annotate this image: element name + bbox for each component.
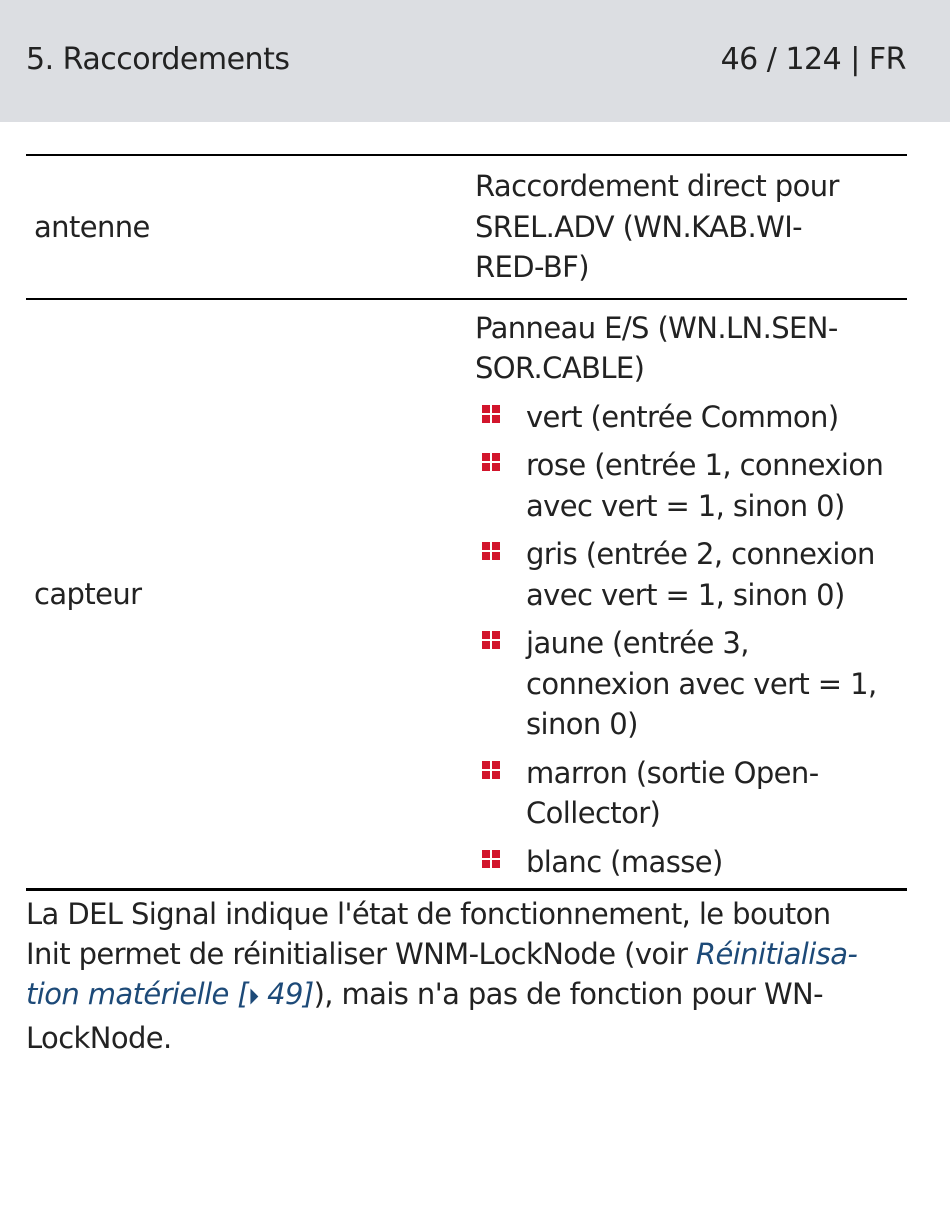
red-grid-bullet-icon [475, 445, 526, 485]
list-item-line: sinon 0) [526, 707, 638, 741]
list-item-line: connexion avec vert = 1, [526, 666, 877, 701]
row-label-antenne: antenne [34, 209, 150, 244]
list-item [475, 534, 907, 615]
description-line: RED-BF) [475, 250, 589, 284]
description-line: SOR.CABLE) [475, 351, 645, 385]
link-text: tion matérielle [ [26, 977, 249, 1011]
list-item [475, 753, 907, 834]
list-item [475, 445, 907, 526]
list-item-line: blanc (masse) [526, 844, 723, 879]
page-header [0, 0, 950, 122]
note-line: La DEL Signal indique l'état de fonctionnement, le bouton [26, 897, 831, 931]
list-item-text [526, 397, 907, 438]
red-grid-bullet-icon [475, 753, 526, 793]
list-item-line: rose (entrée 1, connexion [526, 448, 884, 482]
list-item-line: jaune (entrée 3, [526, 626, 749, 660]
play-arrow-icon: ⏵ [248, 985, 259, 1010]
note-line [26, 974, 916, 1018]
list-item-text [526, 623, 907, 745]
page-info: 46 / 124 | FR [720, 42, 906, 77]
list-item-line: avec vert = 1, sinon 0) [526, 577, 845, 612]
description-line: Panneau E/S (WN.LN.SEN- [475, 310, 838, 345]
row-description-capteur [467, 300, 907, 889]
row-label-capteur: capteur [34, 576, 142, 611]
list-item [475, 397, 907, 438]
section-title: 5. Raccordements [26, 42, 290, 77]
list-item-line: avec vert = 1, sinon 0) [526, 488, 845, 523]
list-item [475, 623, 907, 745]
red-grid-bullet-icon [475, 842, 526, 882]
list-item-line: Collector) [526, 796, 661, 830]
description-line: SREL.ADV (WN.KAB.WI- [475, 209, 803, 244]
note-line [26, 934, 916, 974]
list-item-line: marron (sortie Open- [526, 755, 819, 790]
description-line: Raccordement direct pour [475, 169, 839, 203]
table-row-antenne [26, 156, 907, 300]
note-line: LockNode. [26, 1021, 172, 1055]
note-text: Init permet de réinitialiser WNM-LockNode (voir [26, 937, 696, 971]
red-grid-bullet-icon [475, 623, 526, 663]
list-item-text [526, 534, 907, 615]
list-item-text [526, 842, 907, 883]
reinitialisation-link-cont[interactable] [26, 977, 314, 1011]
list-item [475, 842, 907, 883]
table-row-capteur [26, 300, 907, 892]
row-description-antenne [467, 156, 907, 298]
red-grid-bullet-icon [475, 534, 526, 574]
link-page-number: 49] [258, 977, 314, 1011]
red-grid-bullet-icon [475, 397, 526, 437]
note-paragraph [26, 894, 916, 1058]
list-item-line: vert (entrée Common) [526, 399, 839, 434]
connections-table [26, 154, 907, 891]
list-item-text [526, 753, 907, 834]
note-text: ), mais n'a pas de fonction pour WN- [313, 977, 823, 1011]
list-item-line: gris (entrée 2, connexion [526, 537, 875, 571]
reinitialisation-link[interactable]: Réinitialisa- [695, 937, 858, 971]
list-item-text [526, 445, 907, 526]
wire-color-list [475, 397, 907, 883]
